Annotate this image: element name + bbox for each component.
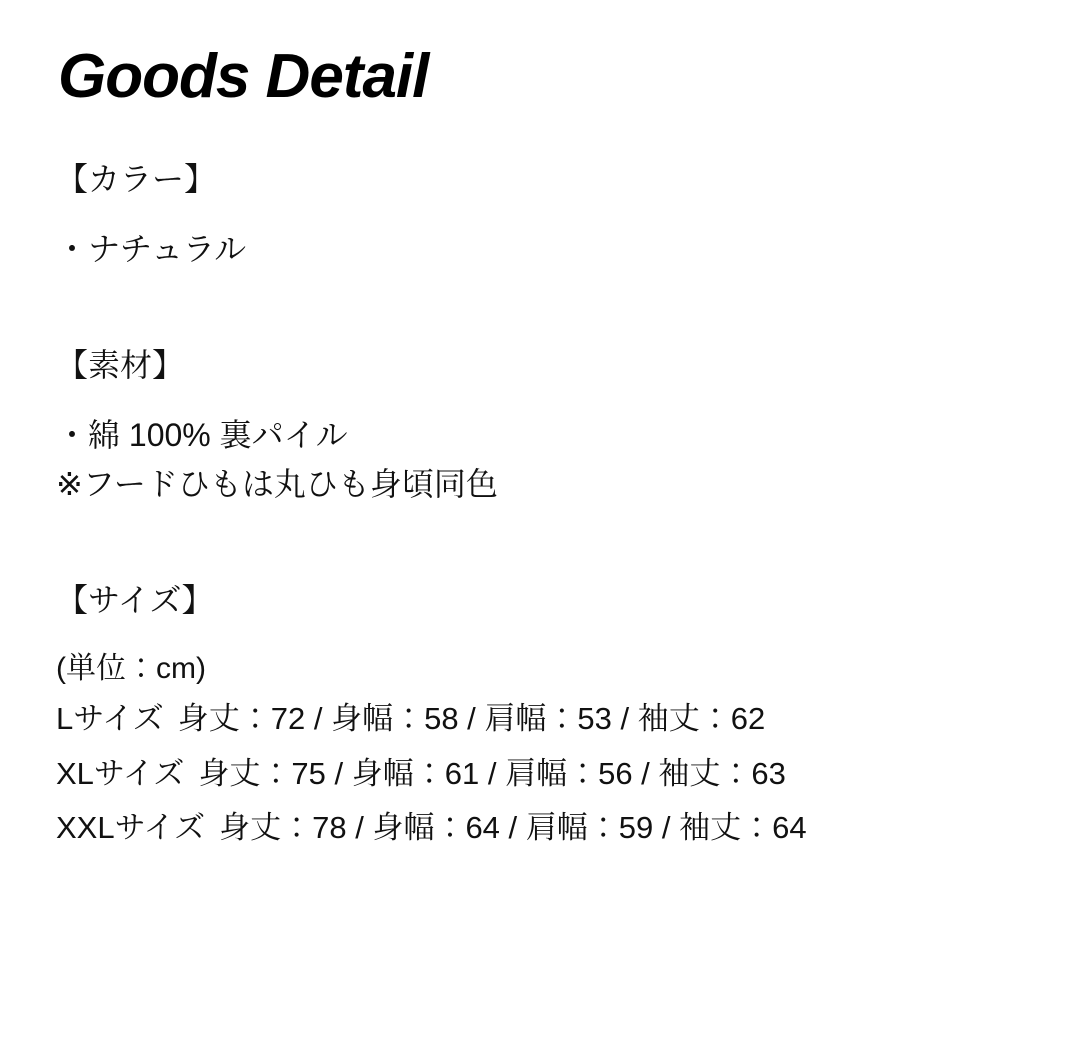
section-heading-material: 【素材】 [56, 346, 185, 383]
page-title: Goods Detail [58, 42, 429, 111]
color-item-1: ・ナチュラル [56, 231, 247, 268]
section-color [56, 155, 1046, 275]
spacer-between-sections-1 [56, 275, 1046, 341]
table-row [56, 747, 1046, 801]
spacer [56, 624, 1046, 646]
size-unit-note: (単位：cm) [56, 651, 206, 685]
size-label-l: Lサイズ [56, 701, 164, 737]
section-heading-size: 【サイズ】 [56, 581, 214, 618]
size-spec-xl: 身丈：75 / 身幅：61 / 肩幅：56 / 袖丈：63 [198, 755, 786, 791]
material-note: ※フードひもは丸ひも身頃同色 [56, 466, 498, 503]
spacer-after-title [56, 109, 1046, 155]
document-content [56, 44, 1046, 855]
size-spec-l: 身丈：72 / 身幅：58 / 肩幅：53 / 袖丈：62 [177, 701, 766, 737]
size-label-xxl: XXLサイズ [56, 809, 206, 845]
material-item-1: ・綿 100% 裏パイル [56, 416, 348, 453]
spacer [56, 389, 1046, 411]
spacer-between-sections-2 [56, 510, 1046, 576]
section-heading-color: 【カラー】 [56, 161, 217, 198]
table-row [56, 801, 1046, 855]
table-row [56, 692, 1046, 746]
spacer [56, 203, 1046, 225]
size-label-xl: XLサイズ [56, 755, 185, 791]
section-size [56, 576, 1046, 855]
section-material [56, 341, 1046, 510]
size-spec-xxl: 身丈：78 / 身幅：64 / 肩幅：59 / 袖丈：64 [219, 809, 807, 845]
